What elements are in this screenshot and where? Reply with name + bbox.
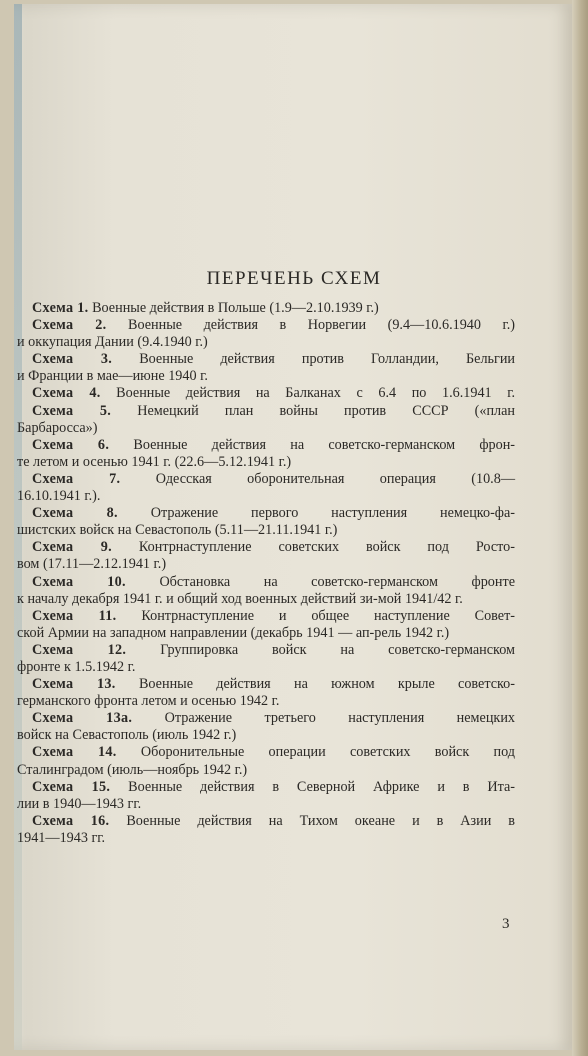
entry-text: Военные действия в Польше (1.9—2.10.1939 г.) [92,300,379,316]
entry-label: Схема 6. [32,436,110,453]
entry-continuation: к началу декабря 1941 г. и общий ход военных действий зи-мой 1941/42 г. [17,590,463,607]
entry-first-line [17,317,515,334]
entry-label: Схема 7. [32,470,121,487]
list-item [17,676,515,710]
entry-text: Контрнаступление и общее наступление Совет- [141,607,516,624]
entry-first-line [17,300,515,317]
page-edge [572,0,588,1056]
list-item [17,437,515,471]
entry-first-line [17,437,515,454]
list-item [17,608,515,642]
entry-label: Схема 1. [32,300,89,316]
entry-label: Схема 16. [32,812,110,829]
entry-text: Отражение первого наступления немецко-фа- [150,505,516,522]
entry-text: Военные действия против Голландии, Бельгии [139,351,516,368]
entry-label: Схема 2. [32,317,107,334]
list-item [17,744,515,778]
entry-continuation: те летом и осенью 1941 г. (22.6—5.12.1941 г.) [17,453,292,470]
entry-continuation: шистских войск на Севастополь (5.11—21.11.1941 г.) [17,522,338,539]
entry-text: Одесская оборонительная операция (10.8— [155,470,516,487]
entry-first-line [17,642,515,659]
entry-text: Отражение третьего наступления немецких [164,710,515,727]
entry-text: Военные действия на южном крыле советско- [138,676,516,693]
page-number: 3 [502,916,510,932]
page-title: ПЕРЕЧЕНЬ СХЕМ [206,268,382,289]
list-item [17,505,515,539]
list-item [17,574,515,608]
book-page [14,4,574,1050]
entry-first-line [17,676,515,693]
entry-text: Военные действия в Норвегии (9.4—10.6.1940 г.) [128,317,515,334]
list-item [17,403,515,437]
entry-label: Схема 10. [32,573,126,590]
list-item [17,300,515,317]
entry-text: Оборонительные операции советских войск под [140,744,515,761]
entry-first-line [17,539,515,556]
entry-text: Военные действия на Тихом океане и в Азии в [126,812,515,829]
entry-label: Схема 4. [32,385,101,402]
entry-label: Схема 15. [32,778,111,795]
entry-continuation: 16.10.1941 г.). [17,488,101,505]
entry-first-line [17,744,515,761]
entry-continuation: фронте к 1.5.1942 г. [17,658,136,675]
entry-label: Схема 9. [32,539,112,556]
entry-continuation: Сталинградом (июль—ноябрь 1942 г.) [17,761,248,778]
entry-text: Военные действия на советско-германском фрон- [133,436,516,453]
entry-first-line [17,574,515,591]
entry-continuation: лии в 1940—1943 гг. [17,795,142,812]
entry-continuation: и оккупация Дании (9.4.1940 г.) [17,334,208,351]
list-item [17,351,515,385]
entry-text: Контрнаступление советских войск под Росто- [138,539,515,556]
entry-first-line [17,505,515,522]
list-item [17,710,515,744]
list-item [17,779,515,813]
entry-label: Схема 5. [32,402,112,419]
entry-first-line [17,608,515,625]
schemes-list [17,300,515,847]
entry-continuation: ской Армии на западном направлении (декабрь 1941 — ап-рель 1942 г.) [17,624,450,641]
entry-text: Военные действия в Северной Африке и в Ита- [128,778,515,795]
list-item [17,317,515,351]
entry-text: Обстановка на советско-германском фронте [159,573,515,590]
entry-continuation: германского фронта летом и осенью 1942 г. [17,693,280,710]
list-item [17,539,515,573]
entry-first-line [17,813,515,830]
entry-label: Схема 8. [32,505,118,522]
list-item [17,385,515,402]
entry-text: Военные действия на Балканах с 6.4 по 1.6.1941 г. [116,385,515,402]
entry-continuation: войск на Севастополь (июль 1942 г.) [17,727,237,744]
entry-label: Схема 13а. [32,710,133,727]
entry-text: Немецкий план войны против СССР («план [137,402,516,419]
entry-continuation: и Франции в мае—июне 1940 г. [17,368,208,385]
list-item [17,642,515,676]
entry-first-line [17,779,515,796]
entry-text: Группировка войск на советско-германском [160,641,515,658]
entry-continuation: Барбаросса») [17,419,98,436]
entry-continuation: 1941—1943 гг. [17,829,106,846]
entry-continuation: вом (17.11—2.12.1941 г.) [17,556,167,573]
list-item [17,471,515,505]
entry-label: Схема 13. [32,676,116,693]
entry-label: Схема 11. [32,607,117,624]
entry-label: Схема 12. [32,641,127,658]
entry-first-line [17,403,515,420]
list-item [17,813,515,847]
entry-first-line [17,385,515,402]
entry-first-line [17,710,515,727]
entry-first-line [17,471,515,488]
entry-label: Схема 14. [32,744,117,761]
entry-label: Схема 3. [32,351,113,368]
entry-first-line [17,351,515,368]
